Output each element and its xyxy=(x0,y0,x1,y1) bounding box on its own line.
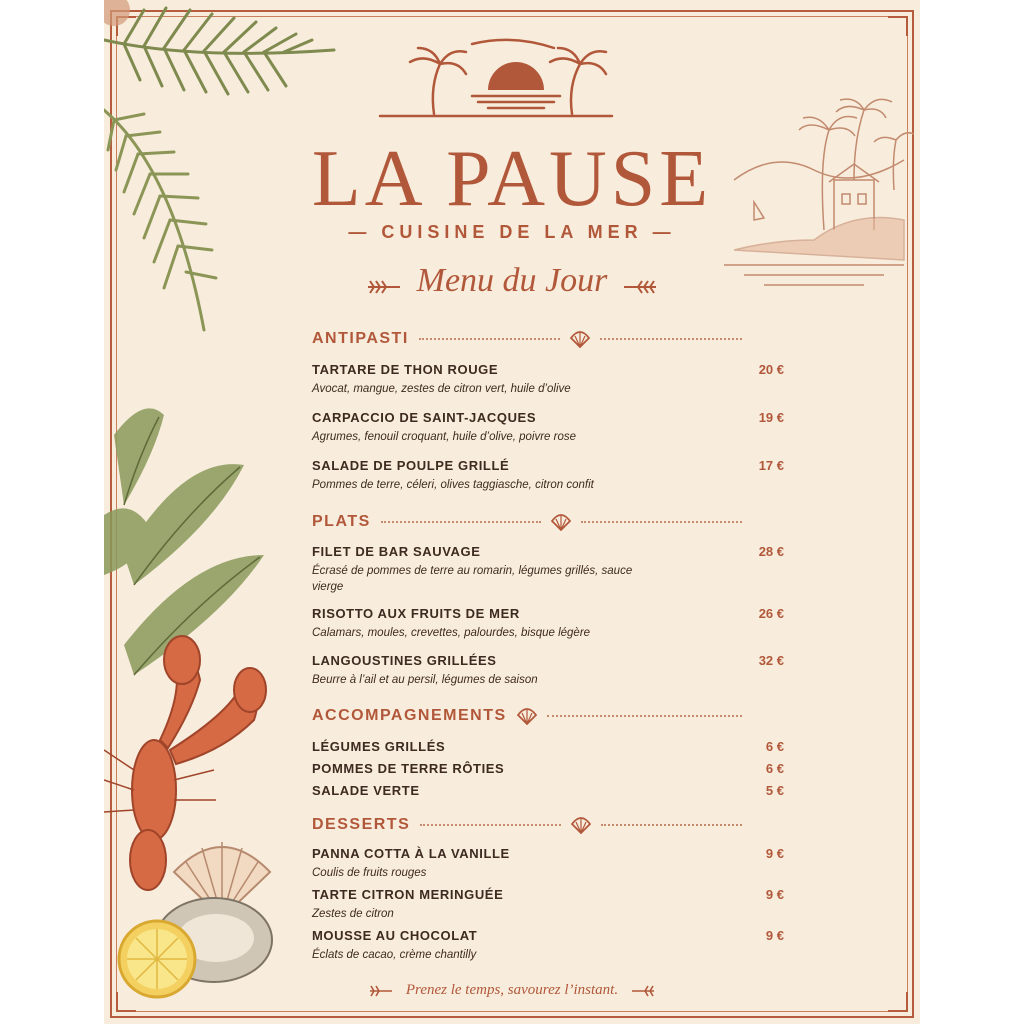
menu-item xyxy=(312,362,784,397)
corner-ornament-tr xyxy=(888,16,908,36)
item-description: Avocat, mangue, zestes de citron vert, huile d’olive xyxy=(312,383,571,395)
item-price: 19 € xyxy=(758,410,784,425)
section-title: ANTIPASTI xyxy=(312,330,409,347)
item-name: PANNA COTTA À LA VANILLE xyxy=(312,846,510,861)
item-description: Pommes de terre, céleri, olives taggiasche, citron confit xyxy=(312,479,594,491)
menu-item xyxy=(312,653,784,688)
item-description: Beurre à l’ail et au persil, légumes de saison xyxy=(312,674,538,686)
item-price: 26 € xyxy=(758,606,784,621)
item-price: 28 € xyxy=(758,544,784,559)
item-description: Calamars, moules, crevettes, palourdes, bisque légère xyxy=(312,627,591,639)
item-name: MOUSSE AU CHOCOLAT xyxy=(312,928,478,943)
item-name: FILET DE BAR SAUVAGE xyxy=(312,544,481,559)
restaurant-subtitle-row: — CUISINE DE LA MER — xyxy=(348,222,676,242)
shell-icon xyxy=(551,513,571,531)
section-title: ACCOMPAGNEMENTS xyxy=(312,707,507,724)
item-description: Coulis de fruits rouges xyxy=(312,867,427,879)
item-name: TARTE CITRON MERINGUÉE xyxy=(312,887,504,902)
item-name: CARPACCIO DE SAINT-JACQUES xyxy=(312,410,537,425)
laurel-branch-icon xyxy=(622,279,658,295)
item-price: 17 € xyxy=(758,458,784,473)
item-name: SALADE DE POULPE GRILLÉ xyxy=(312,458,510,473)
section-title: PLATS xyxy=(312,513,371,530)
menu-item xyxy=(312,739,784,754)
section-header xyxy=(312,330,752,348)
menu-item xyxy=(312,783,784,798)
dotted-divider xyxy=(547,715,742,717)
item-name: TARTARE DE THON ROUGE xyxy=(312,362,499,377)
item-price: 9 € xyxy=(765,887,784,902)
dotted-divider xyxy=(381,521,542,523)
menu-item xyxy=(312,606,784,641)
item-description: Agrumes, fenouil croquant, huile d’olive, poivre rose xyxy=(312,431,577,443)
item-price: 9 € xyxy=(765,928,784,943)
restaurant-title: LA PAUSE xyxy=(311,135,713,223)
menu-item xyxy=(312,544,784,595)
laurel-branch-icon xyxy=(368,985,394,997)
menu-item xyxy=(312,761,784,776)
section-header xyxy=(312,513,752,531)
menu-item xyxy=(312,928,784,963)
section-title: DESSERTS xyxy=(312,816,411,833)
menu-item xyxy=(312,458,784,493)
menu-item xyxy=(312,410,784,445)
section-header xyxy=(312,707,752,725)
item-price: 32 € xyxy=(758,653,784,668)
section-header xyxy=(312,816,752,834)
laurel-branch-icon xyxy=(366,279,402,295)
item-name: LANGOUSTINES GRILLÉES xyxy=(312,653,497,668)
laurel-branch-icon xyxy=(630,985,656,997)
menu-item xyxy=(312,887,784,922)
footer xyxy=(104,982,920,999)
item-name: LÉGUMES GRILLÉS xyxy=(312,739,446,754)
item-description: Éclats de cacao, crème chantilly xyxy=(312,949,477,961)
shell-icon xyxy=(570,330,590,348)
item-price: 6 € xyxy=(765,761,784,776)
menu-card xyxy=(104,0,920,1024)
item-name: POMMES DE TERRE RÔTIES xyxy=(312,761,505,776)
footer-tagline: Prenez le temps, savourez l’instant. xyxy=(405,982,619,998)
menu-title-row xyxy=(104,262,920,300)
item-price: 9 € xyxy=(765,846,784,861)
sunset-palm-logo-icon xyxy=(376,36,616,126)
item-name: RISOTTO AUX FRUITS DE MER xyxy=(312,606,520,621)
item-price: 5 € xyxy=(765,783,784,798)
dotted-divider xyxy=(600,338,742,340)
item-price: 6 € xyxy=(765,739,784,754)
dotted-divider xyxy=(601,824,742,826)
item-description: Zestes de citron xyxy=(312,908,394,920)
restaurant-subtitle: CUISINE DE LA MER xyxy=(381,222,643,242)
item-description: Écrasé de pommes de terre au romarin, légumes grillés, sauce vierge xyxy=(312,565,633,593)
item-name: SALADE VERTE xyxy=(312,783,420,798)
item-price: 20 € xyxy=(758,362,784,377)
dotted-divider xyxy=(581,521,742,523)
menu-title: Menu du Jour xyxy=(416,262,608,299)
dotted-divider xyxy=(420,824,561,826)
shell-icon xyxy=(517,707,537,725)
dotted-divider xyxy=(419,338,561,340)
shell-icon xyxy=(571,816,591,834)
menu-item xyxy=(312,846,784,881)
